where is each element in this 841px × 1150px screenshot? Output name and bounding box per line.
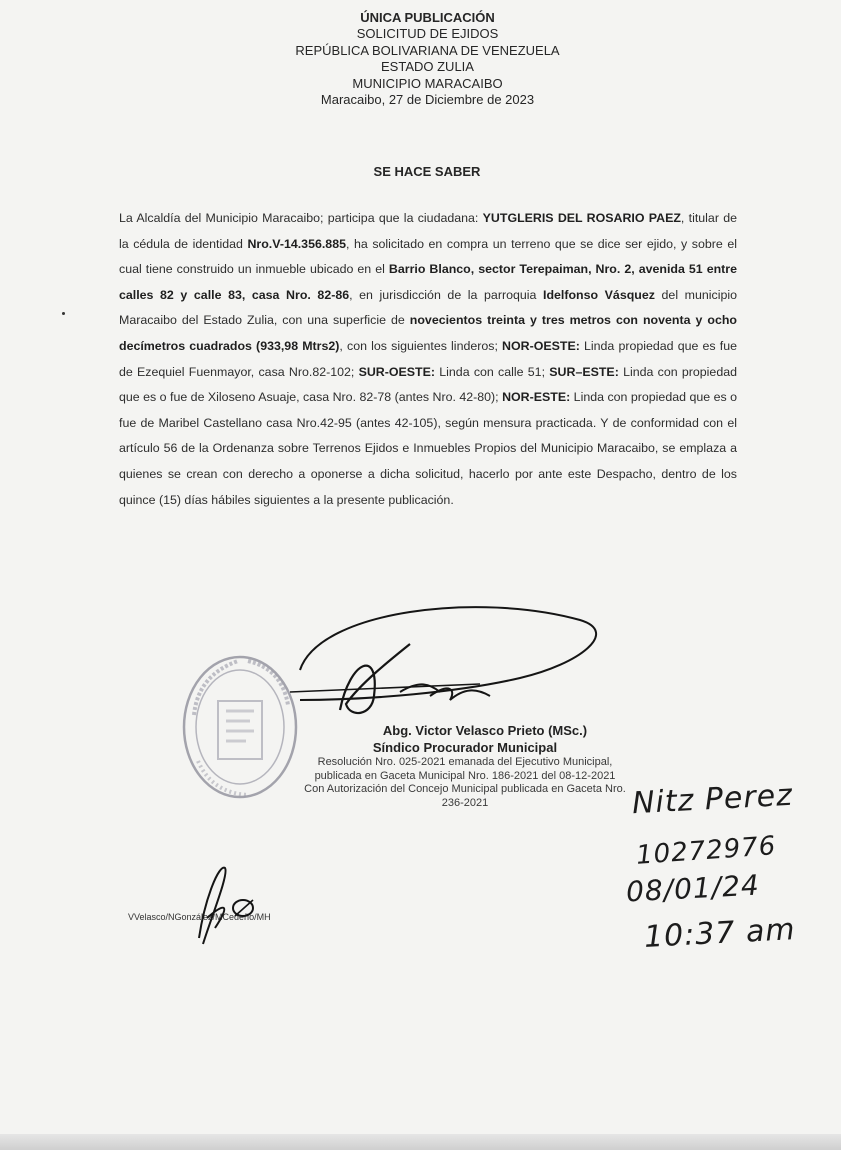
drafting-initials: VVelasco/NGonzález/MCedeño/MH xyxy=(128,912,271,922)
handwritten-time: 10:37 am xyxy=(643,912,797,955)
document-header xyxy=(200,10,655,108)
signatory-role: Síndico Procurador Municipal xyxy=(372,740,558,755)
scan-speck xyxy=(62,312,65,315)
boundary-southwest-label: SUR-OESTE: xyxy=(358,364,436,379)
handwritten-receiver-name: Nitz Perez xyxy=(631,777,794,822)
body-text: Linda propiedad que es fue de Ezequiel Fuenmayor, casa Nro.82-102; xyxy=(119,338,737,379)
body-text: Linda con propiedad que es o fue de Maribel Castellano casa Nro.42-95 (antes 42-105), según mensura practicada. Y de conformidad con el artículo 56 de la Ordenanza sobre Terrenos Ejidos e Inmuebles Propios del Municipio Maracaibo, se emplaza a quienes se crean con derecho a oponerse a dicha solicitud, hacerlo por ante este Despacho, dentro de los quince (15) días hábiles siguientes a la presente publicación. xyxy=(119,390,738,507)
gazette-note: publicada en Gaceta Municipal Nro. 186-2021 del 08-12-2021 xyxy=(314,769,616,782)
scan-bottom-edge xyxy=(0,1134,841,1150)
authorization-gazette-number: 236-2021 xyxy=(441,796,489,809)
property-address: Barrio Blanco, sector Terepaiman, Nro. 2, avenida 51 entre calles 82 y calle 83, casa Nro. 82-86 xyxy=(119,262,737,302)
header-state: ESTADO ZULIA xyxy=(381,59,474,75)
handwritten-date: 08/01/24 xyxy=(625,868,761,909)
header-country: REPÚBLICA BOLIVARIANA DE VENEZUELA xyxy=(295,42,560,58)
body-text: del municipio Maracaibo del Estado Zulia, con una superficie de xyxy=(119,287,738,328)
notice-body xyxy=(119,206,737,513)
header-municipality: MUNICIPIO MARACAIBO xyxy=(352,75,503,91)
body-text: Linda con calle 51; xyxy=(435,364,550,379)
handwritten-id-number: 10272976 xyxy=(635,831,778,871)
section-title: SE HACE SABER xyxy=(373,164,481,179)
header-publication: ÚNICA PUBLICACIÓN xyxy=(360,10,495,25)
boundary-southeast-label: SUR–ESTE: xyxy=(549,364,619,379)
signature-block xyxy=(300,722,630,810)
authorization-note: Con Autorización del Concejo Municipal publicada en Gaceta Nro. xyxy=(304,783,626,796)
signatory-name: Abg. Victor Velasco Prieto (MSc.) xyxy=(382,723,588,738)
official-signature xyxy=(280,600,610,740)
id-number: Nro.V-14.356.885 xyxy=(247,236,346,251)
applicant-name: YUTGLERIS DEL ROSARIO PAEZ xyxy=(482,211,681,225)
initial-signature xyxy=(185,858,265,948)
body-text: Linda con propiedad que es o fue de Xiloseno Asuaje, casa Nro. 82-78 (antes Nro. 42-80); xyxy=(119,364,737,405)
land-area: novecientos treinta y tres metros con noventa y ocho decímetros cuadrados (933,98 Mtrs2) xyxy=(119,313,737,353)
body-text: , en jurisdicción de la parroquia xyxy=(349,287,543,302)
parish-name: Idelfonso Vásquez xyxy=(543,287,655,302)
body-text: , titular de la cédula de identidad xyxy=(119,211,738,251)
header-date: Maracaibo, 27 de Diciembre de 2023 xyxy=(320,92,535,108)
resolution-note: Resolución Nro. 025-2021 emanada del Ejecutivo Municipal, xyxy=(317,756,613,768)
header-request-type: SOLICITUD DE EJIDOS xyxy=(356,26,499,42)
body-text: , con los siguientes linderos; xyxy=(339,338,503,353)
body-text: La Alcaldía del Municipio Maracaibo; participa que la ciudadana: xyxy=(119,211,483,225)
boundary-northeast-label: NOR-ESTE: xyxy=(502,390,571,405)
boundary-northwest-label: NOR-OESTE: xyxy=(502,338,580,353)
body-text: , ha solicitado en compra un terreno que se dice ser ejido, y sobre el cual tiene construido un inmueble ubicado en el xyxy=(119,236,737,277)
